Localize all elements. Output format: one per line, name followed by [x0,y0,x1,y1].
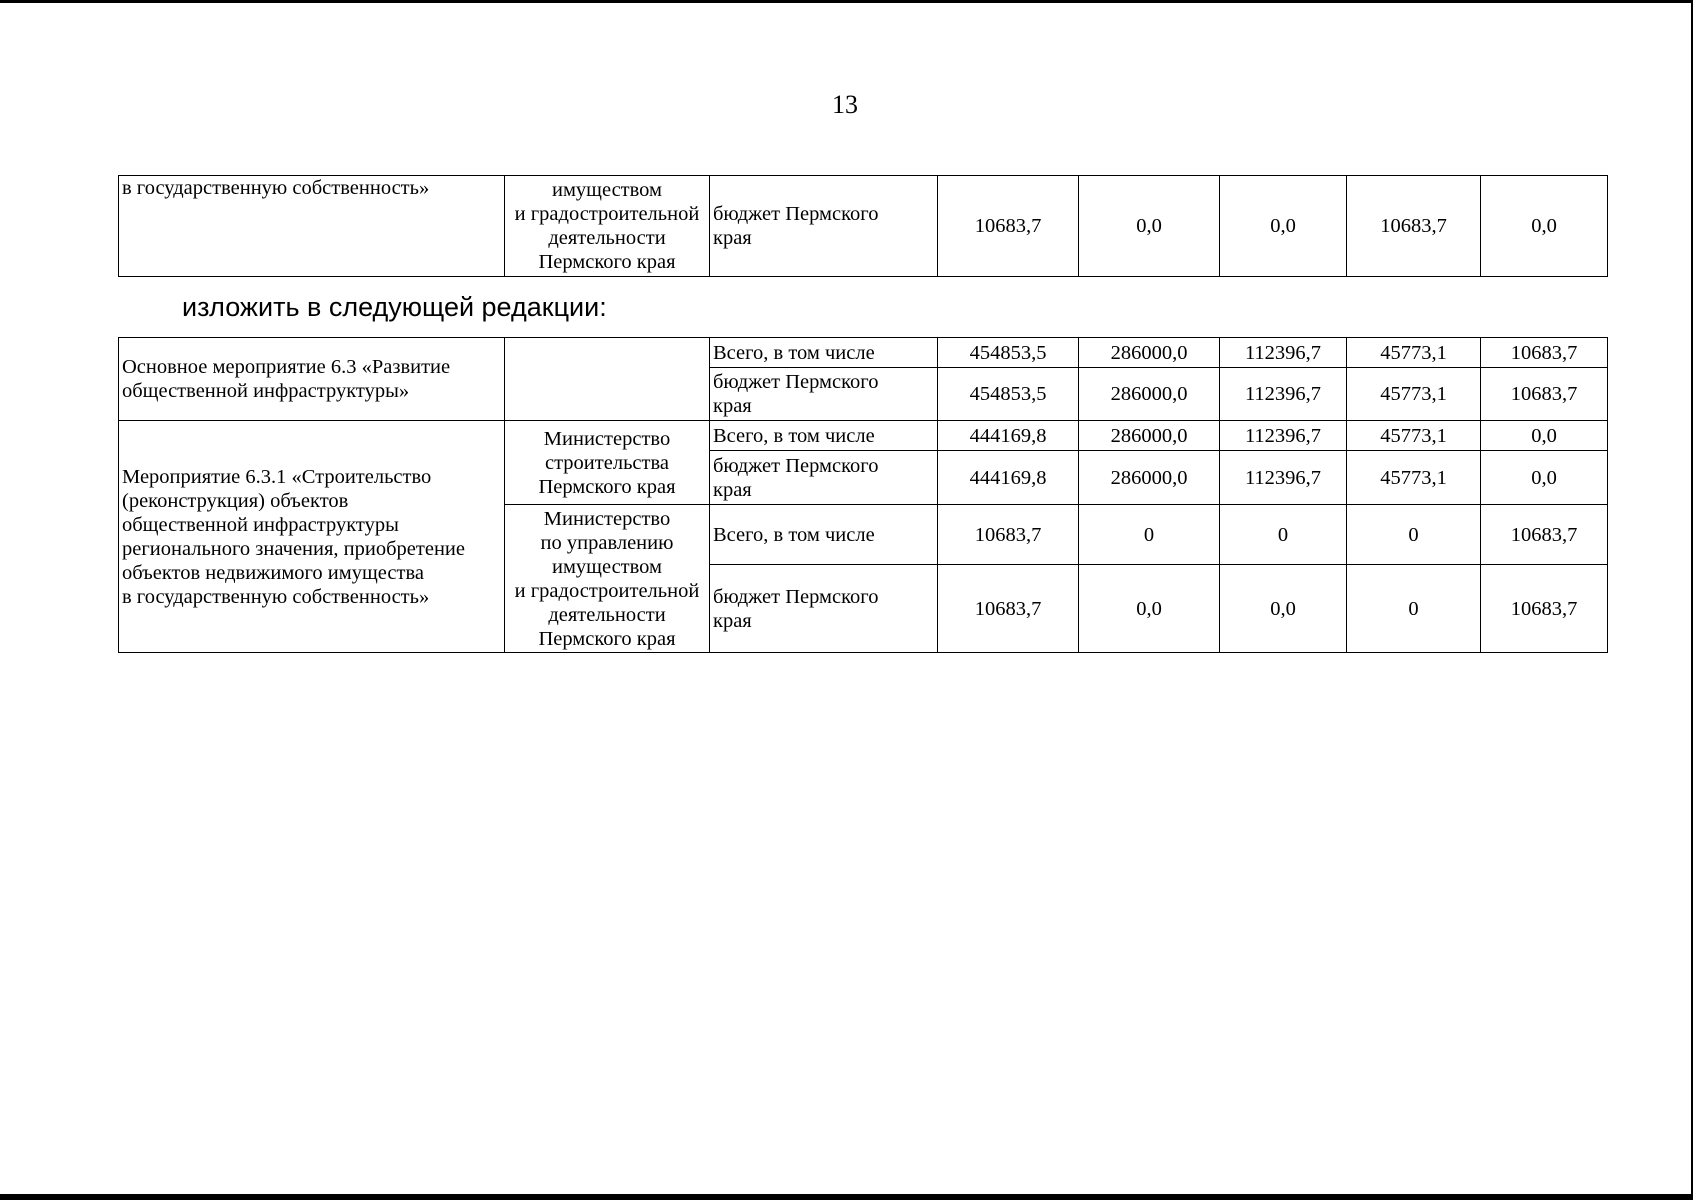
main-event-r2-value-4: 45773,1 [1347,368,1481,421]
sub-event-exec1-r1-value-2: 286000,0 [1079,421,1220,451]
sub-event-exec1-r1-value-4: 45773,1 [1347,421,1481,451]
main-event-r1-value-1: 454853,5 [938,338,1079,368]
old-row-source: бюджет Пермского края [710,176,938,277]
sub-event-exec1-r2-value-2: 286000,0 [1079,451,1220,505]
sub-event-exec2-r2-value-5: 10683,7 [1481,565,1608,653]
sub-event-exec2-source-1: Всего, в том числе [710,505,938,565]
sub-event-exec2-r2-value-3: 0,0 [1220,565,1347,653]
old-row-value-3: 0,0 [1220,176,1347,277]
page-number: 13 [832,90,858,119]
sub-event-exec2-r2-value-1: 10683,7 [938,565,1079,653]
old-row-value-2: 0,0 [1079,176,1220,277]
sub-event-exec1-row-total [119,421,1608,451]
old-row-title: в государственную собственность» [119,176,505,277]
new-table [118,337,1608,653]
old-row-value-4: 10683,7 [1347,176,1481,277]
sub-event-exec1-r1-value-3: 112396,7 [1220,421,1347,451]
main-event-r2-value-5: 10683,7 [1481,368,1608,421]
instruction-text: изложить в следующей редакции: [182,292,607,322]
main-event-r1-value-2: 286000,0 [1079,338,1220,368]
old-table [118,175,1608,277]
old-row-value-1: 10683,7 [938,176,1079,277]
main-event-r1-value-4: 45773,1 [1347,338,1481,368]
sub-event-exec2-source-2: бюджет Пермского края [710,565,938,653]
main-event-row-total [119,338,1608,368]
sub-event-exec2-r1-value-2: 0 [1079,505,1220,565]
main-event-title: Основное мероприятие 6.3 «Развитие общественной инфраструктуры» [119,338,505,421]
sub-event-exec1-r2-value-5: 0,0 [1481,451,1608,505]
old-table-row [119,176,1608,277]
sub-event-exec1-source-1: Всего, в том числе [710,421,938,451]
main-event-r2-value-1: 454853,5 [938,368,1079,421]
main-event-r2-value-3: 112396,7 [1220,368,1347,421]
sub-event-exec1-r2-value-3: 112396,7 [1220,451,1347,505]
sub-event-exec2-r1-value-1: 10683,7 [938,505,1079,565]
main-event-r1-value-3: 112396,7 [1220,338,1347,368]
sub-event-exec1-source-2: бюджет Пермского края [710,451,938,505]
old-row-value-5: 0,0 [1481,176,1608,277]
sub-event-exec2-r1-value-5: 10683,7 [1481,505,1608,565]
main-event-source-2: бюджет Пермского края [710,368,938,421]
main-event-executor [505,338,710,421]
page-border-bottom [0,1194,1693,1200]
sub-event-title: Мероприятие 6.3.1 «Строительство (реконструкция) объектов общественной инфраструктуры регионального значения, приобретение объектов недвижимого имущества в государственную собственность» [119,421,505,653]
sub-event-executor-2: Министерство по управлению имуществом и градостроительной деятельности Пермского края [505,505,710,653]
sub-event-exec2-r1-value-4: 0 [1347,505,1481,565]
sub-event-exec1-r1-value-1: 444169,8 [938,421,1079,451]
sub-event-exec2-r2-value-4: 0 [1347,565,1481,653]
main-event-source-1: Всего, в том числе [710,338,938,368]
main-event-r2-value-2: 286000,0 [1079,368,1220,421]
page-border-top [0,0,1693,3]
sub-event-exec2-r1-value-3: 0 [1220,505,1347,565]
sub-event-exec1-r2-value-1: 444169,8 [938,451,1079,505]
sub-event-exec1-r1-value-5: 0,0 [1481,421,1608,451]
sub-event-exec1-r2-value-4: 45773,1 [1347,451,1481,505]
old-row-executor: имуществом и градостроительной деятельности Пермского края [505,176,710,277]
sub-event-executor-1: Министерство строительства Пермского края [505,421,710,505]
sub-event-exec2-r2-value-2: 0,0 [1079,565,1220,653]
main-event-r1-value-5: 10683,7 [1481,338,1608,368]
